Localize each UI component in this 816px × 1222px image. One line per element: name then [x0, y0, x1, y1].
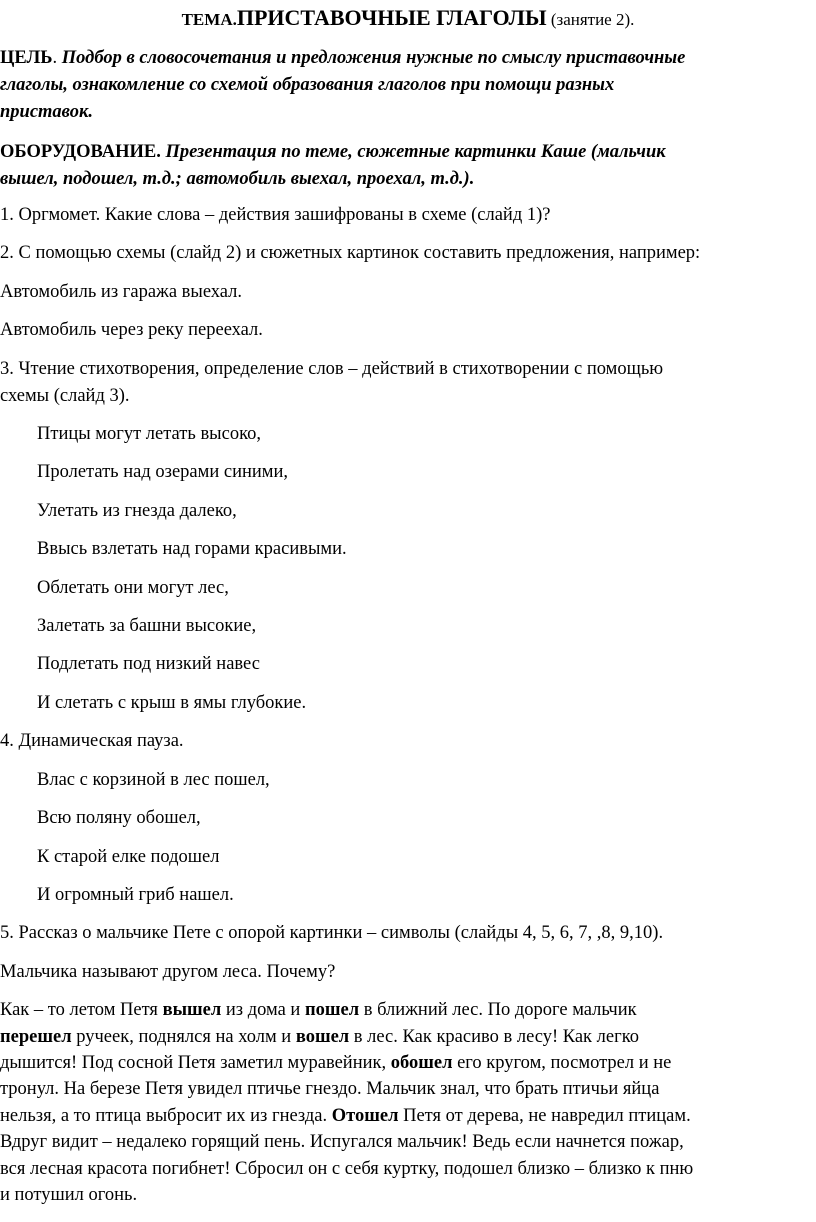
- step-3-line-1: 3. Чтение стихотворения, определение слов – действий в стихотворении с помощью: [0, 359, 664, 379]
- equipment-line-1: [0, 140, 666, 164]
- poem-line: Улетать из гнезда далеко,: [37, 501, 237, 521]
- document-title: [0, 4, 816, 34]
- equipment-text-1: Презентация по теме, сюжетные картинки Каше (мальчик: [160, 142, 666, 162]
- example-2: Автомобиль через реку переехал.: [0, 320, 263, 340]
- poem-line: Птицы могут летать высоко,: [37, 424, 261, 444]
- poem-line: И слетать с крыш в ямы глубокие.: [37, 693, 307, 713]
- story-verb: обошел: [390, 1053, 453, 1073]
- story-line-5: [0, 1104, 691, 1128]
- goal-sep: .: [52, 48, 62, 68]
- story-text: нельзя, а то птица выбросит их из гнезда.: [0, 1106, 332, 1126]
- story-line-3: [0, 1051, 671, 1075]
- story-question: Мальчика называют другом леса. Почему?: [0, 962, 336, 982]
- example-1: Автомобиль из гаража выехал.: [0, 282, 243, 302]
- goal-label: ЦЕЛЬ: [0, 48, 53, 68]
- step-5: 5. Рассказ о мальчике Пете с опорой картинки – символы (слайды 4, 5, 6, 7, ,8, 9,10).: [0, 923, 664, 943]
- story-verb: перешел: [0, 1027, 72, 1047]
- story-line-2: [0, 1025, 639, 1049]
- title-main: ПРИСТАВОЧНЫЕ ГЛАГОЛЫ: [236, 5, 547, 30]
- story-text: в ближний лес. По дороге мальчик: [359, 1000, 637, 1020]
- title-prefix: ТЕМА.: [181, 10, 237, 29]
- poem-line: Ввысь взлетать над горами красивыми.: [37, 539, 347, 559]
- poem-line: Подлетать под низкий навес: [37, 654, 260, 674]
- story-line-6: Вдруг видит – недалеко горящий пень. Испугался мальчик! Ведь если начнется пожар,: [0, 1132, 684, 1152]
- story-text: из дома и: [221, 1000, 305, 1020]
- step-4: 4. Динамическая пауза.: [0, 731, 184, 751]
- story-verb: Отошел: [331, 1106, 399, 1126]
- goal-line-2: глаголы, ознакомление со схемой образования глаголов при помощи разных: [0, 75, 615, 95]
- pause-poem-line: К старой елке подошел: [37, 847, 220, 867]
- equipment-label: ОБОРУДОВАНИЕ.: [0, 142, 161, 162]
- story-text: Петя от дерева, не навредил птицам.: [398, 1106, 691, 1126]
- story-line-7: вся лесная красота погибнет! Сбросил он с себя куртку, подошел близко – близко к пню: [0, 1159, 694, 1179]
- pause-poem-line: Всю поляну обошел,: [37, 808, 201, 828]
- story-line-8: и потушил огонь.: [0, 1185, 138, 1205]
- goal-line-1: [0, 46, 685, 70]
- goal-text-1: Подбор в словосочетания и предложения нужные по смыслу приставочные: [61, 48, 686, 68]
- story-text: Как – то летом Петя: [0, 1000, 163, 1020]
- step-1: 1. Оргмомет. Какие слова – действия зашифрованы в схеме (слайд 1)?: [0, 205, 551, 225]
- story-text: ручеек, поднялся на холм и: [71, 1027, 296, 1047]
- story-verb: вышел: [162, 1000, 222, 1020]
- story-line-4: тронул. На березе Петя увидел птичье гнездо. Мальчик знал, что брать птичьи яйца: [0, 1079, 660, 1099]
- step-2: 2. С помощью схемы (слайд 2) и сюжетных картинок составить предложения, например:: [0, 243, 701, 263]
- equipment-line-2: вышел, подошел, т.д.; автомобиль выехал, проехал, т.д.).: [0, 169, 475, 189]
- step-3-line-2: схемы (слайд 3).: [0, 386, 130, 406]
- goal-line-3: приставок.: [0, 102, 93, 122]
- story-verb: пошел: [304, 1000, 360, 1020]
- poem-line: Пролетать над озерами синими,: [37, 462, 289, 482]
- story-verb: вошел: [295, 1027, 350, 1047]
- poem-line: Облетать они могут лес,: [37, 578, 229, 598]
- story-text: его кругом, посмотрел и не: [452, 1053, 672, 1073]
- story-line-1: [0, 998, 637, 1022]
- pause-poem-line: И огромный гриб нашел.: [37, 885, 234, 905]
- title-note: (занятие 2).: [546, 10, 635, 29]
- story-text: дышится! Под сосной Петя заметил муравейник,: [0, 1053, 391, 1073]
- pause-poem-line: Влас с корзиной в лес пошел,: [37, 770, 270, 790]
- story-text: в лес. Как красиво в лесу! Как легко: [349, 1027, 640, 1047]
- poem-line: Залетать за башни высокие,: [37, 616, 257, 636]
